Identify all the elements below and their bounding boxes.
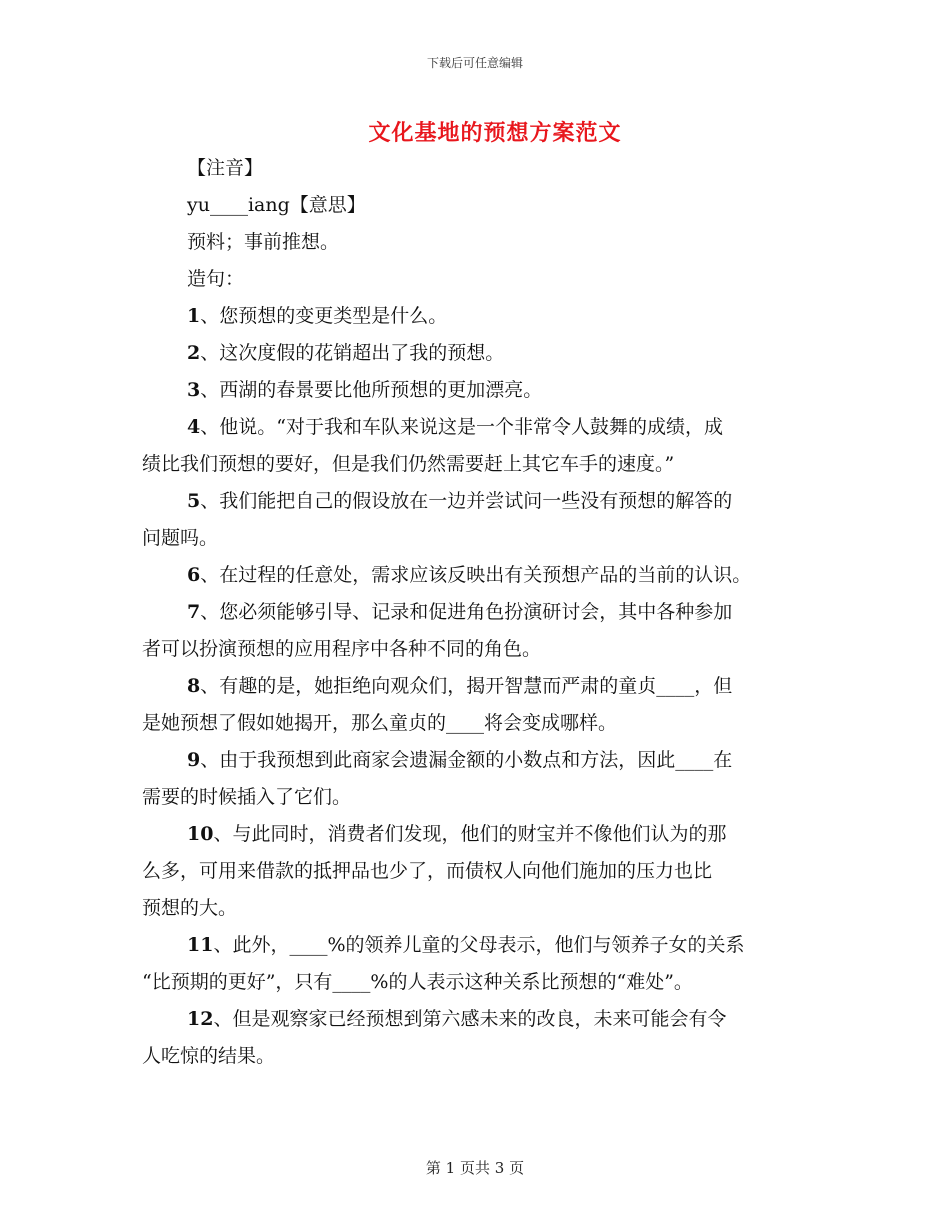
sentence-text: 、有趣的是，她拒绝向观众们，揭开智慧而严肃的童贞____，但 [200,675,733,697]
sentence-12-continued: 人吃惊的结果。 [142,1045,276,1067]
pronunciation-label: 【注音】 [187,157,264,179]
sentence-7 [142,594,814,631]
examples-label: 造句： [187,268,245,290]
sentence-10-continued: 预想的大。 [142,897,238,919]
sentence-text: 、我们能把自己的假设放在一边并尝试问一些没有预想的解答的 [200,490,733,512]
document-title: 文化基地的预想方案范文 [368,120,622,146]
sentence-number: 10 [187,823,214,845]
sentence-text: 、西湖的春景要比他所预想的更加漂亮。 [200,379,543,401]
sentence-number: 1 [187,305,201,327]
sentence-9-continued: 需要的时候插入了它们。 [142,786,352,808]
sentence-number: 6 [187,564,201,586]
sentence-11-continued: “比预期的更好”，只有____%的人表示这种关系比预想的“难处”。 [142,971,693,993]
sentence-text: 、您预想的变更类型是什么。 [200,305,448,327]
pinyin-line: yu____iang【意思】 [187,194,366,216]
sentence-text: 、这次度假的花销超出了我的预想。 [200,342,505,364]
sentence-number: 7 [187,601,201,623]
meaning-text: 预料；事前推想。 [187,231,340,253]
sentence-9 [142,742,814,779]
sentence-text: 、此外，____%的领养儿童的父母表示，他们与领养子女的关系 [213,934,745,956]
sentence-number: 12 [187,1008,214,1030]
sentence-text: 、但是观察家已经预想到第六感未来的改良，未来可能会有令 [213,1008,727,1030]
sentence-number: 8 [187,675,201,697]
page-footer: 第 1 页共 3 页 [425,1159,525,1177]
sentence-10 [142,816,814,853]
sentence-8-continued: 是她预想了假如她揭开，那么童贞的____将会变成哪样。 [142,712,618,734]
sentence-text: 、您必须能够引导、记录和促进角色扮演研讨会，其中各种参加 [200,601,733,623]
sentence-number: 5 [187,490,201,512]
sentence-7-continued: 者可以扮演预想的应用程序中各种不同的角色。 [142,638,542,660]
sentence-1 [142,298,814,335]
sentence-8 [142,668,814,705]
sentence-11 [142,927,814,964]
sentence-4-continued: 绩比我们预想的要好，但是我们仍然需要赶上其它车手的速度。” [142,453,675,475]
sentence-text: 、在过程的任意处，需求应该反映出有关预想产品的当前的认识。 [200,564,752,586]
sentence-number: 2 [187,342,201,364]
document-body [142,150,814,1075]
sentence-4 [142,409,814,446]
sentence-5-continued: 问题吗。 [142,527,219,549]
sentence-number: 9 [187,749,201,771]
sentence-number: 4 [187,416,201,438]
sentence-text: 、他说。“对于我和车队来说这是一个非常令人鼓舞的成绩，成 [200,416,723,438]
sentence-text: 、由于我预想到此商家会遗漏金额的小数点和方法，因此____在 [200,749,733,771]
sentence-10-continued: 么多，可用来借款的抵押品也少了，而债权人向他们施加的压力也比 [142,860,713,882]
sentence-number: 3 [187,379,201,401]
sentence-3 [142,372,814,409]
header-note: 下载后可任意编辑 [426,56,523,70]
sentence-12 [142,1001,814,1038]
sentence-2 [142,335,814,372]
sentence-6 [142,557,814,594]
sentence-5 [142,483,814,520]
sentence-number: 11 [187,934,214,956]
sentence-text: 、与此同时，消费者们发现，他们的财宝并不像他们认为的那 [213,823,727,845]
